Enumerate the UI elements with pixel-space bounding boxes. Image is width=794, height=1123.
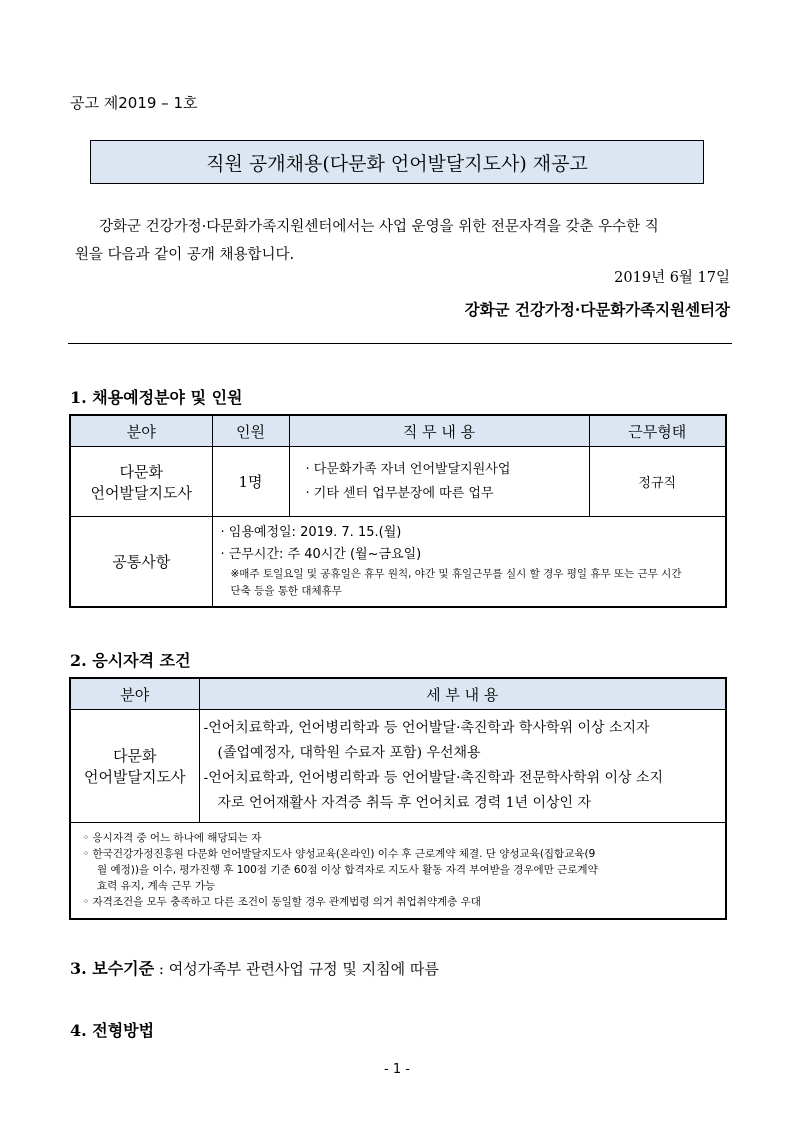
section3-text: : 여성가족부 관련사업 규정 및 지침에 따름 bbox=[154, 960, 439, 978]
section1-heading: 1. 채용예정분야 및 인원 bbox=[70, 388, 243, 407]
section4-heading: 4. 전형방법 bbox=[70, 1021, 155, 1040]
note-line: 월 예정))을 이수, 평가진행 후 100점 기준 60점 이상 합격자로 지도사 활동 자격 부여받을 경우에만 근로계약 bbox=[97, 864, 598, 877]
page-title-text: 직원 공개채용(다문화 언어발달지도사) 재공고 bbox=[206, 152, 588, 175]
column-header: 세 부 내 용 bbox=[199, 678, 726, 710]
duty-item: · 다문화가족 자녀 언어발달지원사업 bbox=[305, 461, 511, 477]
common-note: 단축 등을 통한 대체휴무 bbox=[230, 585, 342, 598]
detail-line: -언어치료학과, 언어병리학과 등 언어발달·촉진학과 전문학사학위 이상 소지 bbox=[203, 770, 664, 786]
page-title bbox=[90, 140, 704, 184]
column-header: 분야 bbox=[70, 678, 199, 710]
note-line: ◦ 응시자격 중 어느 하나에 해당되는 자 bbox=[83, 832, 262, 845]
work-type-cell: 정규직 bbox=[589, 447, 726, 517]
note-line: 효력 유지, 계속 근무 가능 bbox=[97, 880, 216, 893]
intro-line: 강화군 건강가정·다문화가족지원센터에서는 사업 운영을 위한 전문자격을 갖춘 우수한 직 bbox=[99, 219, 659, 235]
section3-heading: 3. 보수기준 bbox=[70, 959, 155, 978]
column-header: 직 무 내 용 bbox=[289, 415, 589, 447]
common-item: · 임용예정일: 2019. 7. 15.(월) bbox=[220, 525, 402, 541]
detail-line: 자로 언어재활사 자격증 취득 후 언어치료 경력 1년 이상인 자 bbox=[217, 795, 592, 811]
common-note: ※매주 토일요일 및 공휴일은 휴무 원칙, 야간 및 휴일근무를 실시 할 경우 평일 휴무 또는 근무 시간 bbox=[230, 568, 682, 581]
intro-line: 원을 다음과 같이 공개 채용합니다. bbox=[75, 247, 295, 263]
common-cell bbox=[212, 517, 726, 607]
field-line: 다문화 bbox=[119, 462, 163, 481]
detail-line: (졸업예정자, 대학원 수료자 포함) 우선채용 bbox=[217, 745, 481, 761]
page-number: - 1 - bbox=[384, 1062, 410, 1077]
section2-heading: 2. 응시자격 조건 bbox=[70, 651, 191, 670]
column-header: 인원 bbox=[212, 415, 289, 447]
field-cell bbox=[70, 447, 212, 517]
intro-paragraph bbox=[75, 213, 730, 269]
qualification-table bbox=[69, 677, 727, 920]
divider bbox=[68, 343, 732, 344]
recruitment-table bbox=[69, 414, 727, 608]
column-header: 분야 bbox=[70, 415, 212, 447]
common-label-cell: 공통사항 bbox=[70, 517, 212, 607]
count-cell: 1명 bbox=[212, 447, 289, 517]
field-line: 다문화 bbox=[113, 747, 157, 765]
notice-number: 공고 제2019 – 1호 bbox=[70, 94, 198, 112]
field-line: 언어발달지도사 bbox=[90, 483, 192, 502]
common-item: · 근무시간: 주 40시간 (월~금요일) bbox=[220, 547, 422, 563]
note-line: ◦ 자격조건을 모두 충족하고 다른 조건이 동일할 경우 관계법령 의거 취업취약계층 우대 bbox=[83, 896, 481, 909]
notice-date: 2019년 6월 17일 bbox=[614, 270, 730, 286]
detail-cell bbox=[199, 710, 726, 823]
field-cell bbox=[70, 710, 199, 823]
note-line: ◦ 한국건강가정진흥원 다문화 언어발달지도사 양성교육(온라인) 이수 후 근로계약 체결. 단 양성교육(집합교육(9 bbox=[83, 848, 596, 861]
duty-item: · 기타 센터 업무분장에 따른 업무 bbox=[305, 485, 494, 501]
column-header: 근무형태 bbox=[589, 415, 726, 447]
section3 bbox=[70, 956, 439, 979]
duty-cell bbox=[289, 447, 589, 517]
notes-cell bbox=[70, 823, 726, 919]
field-line: 언어발달지도사 bbox=[84, 768, 186, 786]
issuer: 강화군 건강가정·다문화가족지원센터장 bbox=[464, 300, 730, 319]
detail-line: -언어치료학과, 언어병리학과 등 언어발달·촉진학과 학사학위 이상 소지자 bbox=[203, 720, 650, 736]
